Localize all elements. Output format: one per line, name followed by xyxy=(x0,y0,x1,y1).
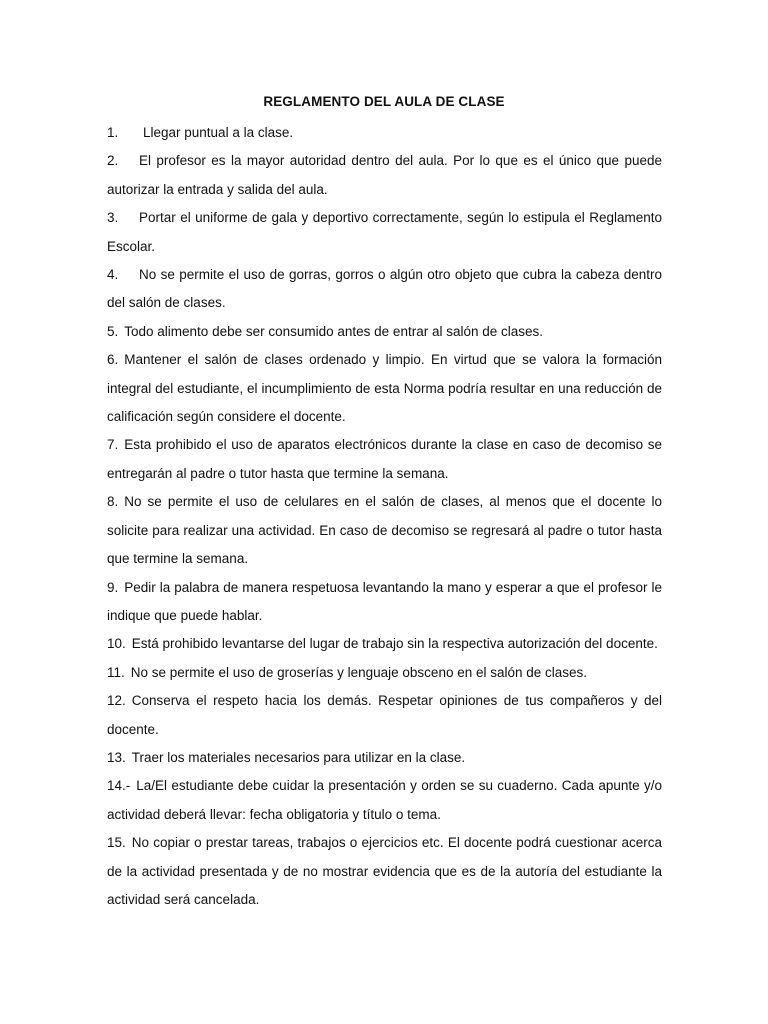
rule-number: 14.- xyxy=(107,778,131,794)
rule-text: No se permite el uso de groserías y lenguaje obsceno en el salón de clases. xyxy=(130,664,588,680)
rule-number: 12. xyxy=(107,693,126,709)
rule-number: 8. xyxy=(107,494,119,510)
rule-item xyxy=(107,318,662,346)
rule-item xyxy=(107,574,662,631)
rule-item xyxy=(107,346,662,431)
rule-text: Esta prohibido el uso de aparatos electrónicos durante la clase en caso de decomiso se entregarán al padre o tutor hasta que termine la semana. xyxy=(107,437,662,481)
rule-item xyxy=(107,687,662,744)
rule-item xyxy=(107,630,662,658)
rule-number: 6. xyxy=(107,352,119,368)
rule-item xyxy=(107,147,662,204)
rule-item xyxy=(107,204,662,261)
rule-item xyxy=(107,261,662,318)
rule-number: 2. xyxy=(107,153,119,169)
rule-number: 4. xyxy=(107,267,119,283)
rule-item xyxy=(107,431,662,488)
rule-number: 11. xyxy=(107,664,125,680)
rule-item xyxy=(107,744,662,772)
rule-text: Llegar puntual a la clase. xyxy=(143,125,294,140)
rule-text: La/El estudiante debe cuidar la presentación y orden se su cuaderno. Cada apunte y/o actividad deberá llevar: fecha obligatoria y título o tema. xyxy=(107,778,662,822)
rule-text: No se permite el uso de gorras, gorros o algún otro objeto que cubra la cabeza dentro del salón de clases. xyxy=(107,267,662,311)
rule-text: Pedir la palabra de manera respetuosa levantando la mano y esperar a que el profesor le indique que puede hablar. xyxy=(107,579,662,623)
rule-item xyxy=(107,488,662,573)
rule-number: 13. xyxy=(107,749,126,765)
document-title: REGLAMENTO DEL AULA DE CLASE xyxy=(263,94,505,109)
rule-text: Mantener el salón de clases ordenado y limpio. En virtud que se valora la formación integral del estudiante, el incumplimiento de esta Norma podría resultar en una reducción de calificación según considere el docente. xyxy=(107,352,662,425)
rule-number: 9. xyxy=(107,579,119,595)
rule-text: Traer los materiales necesarios para utilizar en la clase. xyxy=(131,749,466,765)
rule-item xyxy=(107,119,662,147)
rule-text: Todo alimento debe ser consumido antes de entrar al salón de clases. xyxy=(124,323,544,339)
rule-number: 5. xyxy=(107,323,119,339)
rule-text: Conserva el respeto hacia los demás. Respetar opiniones de tus compañeros y del docente. xyxy=(107,693,662,737)
rule-item xyxy=(107,659,662,687)
rule-text: No copiar o prestar tareas, trabajos o ejercicios etc. El docente podrá cuestionar acerca de la actividad presentada y de no mostrar evidencia que es de la autoría del estudiante la actividad será cancelada. xyxy=(107,835,662,907)
rule-number: 7. xyxy=(107,437,119,453)
rule-text: Portar el uniforme de gala y deportivo correctamente, según lo estipula el Reglamento Escolar. xyxy=(107,210,662,254)
rule-number: 10. xyxy=(107,636,126,652)
rules-list xyxy=(107,119,662,914)
rule-number: 15. xyxy=(107,835,126,851)
rule-number: 1. xyxy=(107,125,119,140)
rule-item xyxy=(107,772,662,829)
rule-number: 3. xyxy=(107,210,119,226)
rule-item xyxy=(107,829,662,914)
rule-text: Está prohibido levantarse del lugar de trabajo sin la respectiva autorización del docente. xyxy=(131,636,658,652)
rule-text: El profesor es la mayor autoridad dentro del aula. Por lo que es el único que puede autorizar la entrada y salida del aula. xyxy=(107,153,662,197)
rule-text: No se permite el uso de celulares en el salón de clases, al menos que el docente lo solicite para realizar una actividad. En caso de decomiso se regresará al padre o tutor hasta que termine la semana. xyxy=(107,494,662,567)
